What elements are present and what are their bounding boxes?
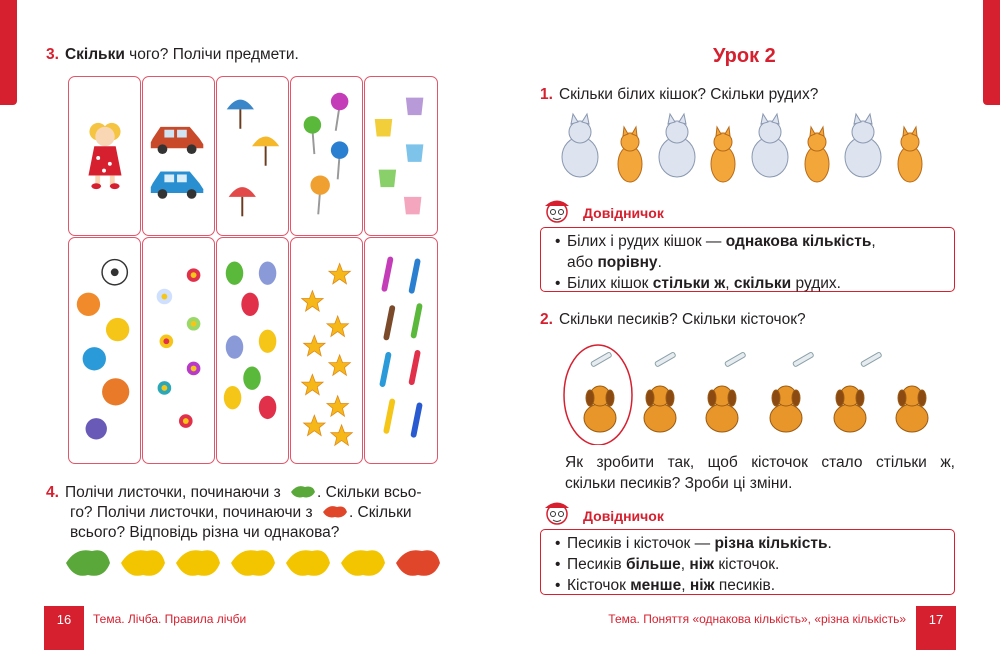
balloons-illustration bbox=[217, 238, 288, 463]
ginger-cat-icon bbox=[898, 127, 922, 182]
page-edge-tab-left bbox=[0, 0, 17, 105]
reference1-line2: або порівну. bbox=[567, 254, 662, 271]
reference2-heading: Довідничок bbox=[583, 508, 664, 524]
green-leaf-icon bbox=[66, 550, 110, 576]
cars-illustration bbox=[143, 77, 214, 235]
cell-flowers bbox=[142, 237, 215, 464]
white-cat-icon bbox=[659, 114, 695, 177]
ginger-cat-icon bbox=[711, 127, 735, 182]
bone-icon bbox=[590, 352, 612, 367]
dogs-and-bones bbox=[560, 340, 950, 445]
task4-line2b: . Скільки bbox=[348, 504, 412, 521]
umbrellas-illustration bbox=[217, 77, 288, 235]
yellow-leaf-icon bbox=[231, 550, 275, 576]
bone-icon bbox=[860, 352, 882, 367]
ginger-cat-icon bbox=[618, 127, 642, 182]
task1-heading bbox=[540, 85, 818, 105]
task4-number: 4. bbox=[46, 484, 59, 501]
cell-balloons bbox=[216, 237, 289, 464]
reference1-heading: Довідничок bbox=[583, 205, 664, 221]
reference2-line3: • Кісточок менше, ніж песиків. bbox=[555, 575, 944, 596]
cell-stars bbox=[290, 237, 363, 464]
footer-left: Тема. Лічба. Правила лічби bbox=[93, 612, 247, 626]
bone-icon bbox=[792, 352, 814, 367]
task4-line1b: . Скільки всьо- bbox=[317, 484, 422, 501]
green-leaf-icon bbox=[289, 484, 317, 500]
cell-pencils bbox=[364, 237, 438, 464]
flowers-illustration bbox=[143, 238, 214, 463]
dog-icon bbox=[584, 386, 616, 432]
bone-icon bbox=[724, 352, 746, 367]
yellow-leaf-icon bbox=[286, 550, 330, 576]
task3-heading bbox=[46, 45, 299, 65]
task2-para-line2: скільки песиків? Зроби ці зміни. bbox=[565, 475, 793, 492]
cell-umbrellas bbox=[216, 76, 289, 236]
task2-number: 2. bbox=[540, 311, 553, 328]
cell-lollipops bbox=[290, 76, 363, 236]
stars-illustration bbox=[291, 238, 362, 463]
pencils-illustration bbox=[365, 238, 437, 463]
cell-balls bbox=[68, 237, 141, 464]
task4-line2a: го? Полічи листочки, починаючи з bbox=[70, 504, 313, 521]
task4-line3: всього? Відповідь різна чи однакова? bbox=[70, 524, 340, 541]
page-number-right: 17 bbox=[916, 606, 956, 650]
balls-illustration bbox=[69, 238, 140, 463]
reference1-line3: • Білих кішок стільки ж, скільки рудих. bbox=[555, 273, 944, 294]
cell-cups bbox=[364, 76, 438, 236]
task4-heading bbox=[46, 483, 461, 543]
footer-right: Тема. Поняття «однакова кількість», «різна кількість» bbox=[608, 612, 906, 626]
lollipops-illustration bbox=[291, 77, 362, 235]
bone-icon bbox=[654, 352, 676, 367]
task3-text: чого? Полічи предмети. bbox=[124, 46, 299, 63]
reference2-line2: • Песиків більше, ніж кісточок. bbox=[555, 554, 944, 575]
reference2-line1: • Песиків і кісточок — різна кількість. bbox=[555, 533, 944, 554]
lesson-title: Урок 2 bbox=[713, 45, 776, 67]
dog-icon bbox=[706, 386, 738, 432]
dog-icon bbox=[770, 386, 802, 432]
white-cat-icon bbox=[845, 114, 881, 177]
page-number-left: 16 bbox=[44, 606, 84, 650]
yellow-leaf-icon bbox=[176, 550, 220, 576]
reference1-line1: • Білих і рудих кішок — однакова кількість, bbox=[555, 231, 944, 252]
task2-para-line1: Як зробити так, щоб кісточок стало стільки ж, bbox=[565, 454, 955, 471]
leaves-row bbox=[62, 543, 447, 583]
dog-icon bbox=[644, 386, 676, 432]
dog-icon bbox=[834, 386, 866, 432]
doll-illustration bbox=[69, 77, 140, 235]
page-edge-tab-right bbox=[983, 0, 1000, 105]
yellow-leaf-icon bbox=[341, 550, 385, 576]
task2-paragraph bbox=[565, 452, 955, 494]
red-leaf-icon bbox=[321, 504, 349, 520]
white-cat-icon bbox=[562, 114, 598, 177]
task4-line1a: Полічи листочки, починаючи з bbox=[64, 484, 281, 501]
cell-doll bbox=[68, 76, 141, 236]
task3-bold-word: Скільки bbox=[64, 46, 125, 63]
reference2-box bbox=[540, 529, 955, 595]
yellow-leaf-icon bbox=[121, 550, 165, 576]
cups-illustration bbox=[365, 77, 437, 235]
helper-character-icon bbox=[540, 499, 574, 527]
white-cat-icon bbox=[752, 114, 788, 177]
cats-row bbox=[555, 112, 945, 187]
red-leaf-icon bbox=[396, 550, 440, 576]
task1-text: Скільки білих кішок? Скільки рудих? bbox=[558, 86, 819, 103]
task1-number: 1. bbox=[540, 86, 553, 103]
task2-heading bbox=[540, 310, 806, 330]
counting-grid bbox=[68, 76, 438, 464]
ginger-cat-icon bbox=[805, 127, 829, 182]
task2-text: Скільки песиків? Скільки кісточок? bbox=[558, 311, 806, 328]
cell-cars bbox=[142, 76, 215, 236]
helper-character-icon bbox=[540, 197, 574, 225]
reference1-box bbox=[540, 227, 955, 292]
dog-icon bbox=[896, 386, 928, 432]
task3-number: 3. bbox=[46, 46, 59, 63]
